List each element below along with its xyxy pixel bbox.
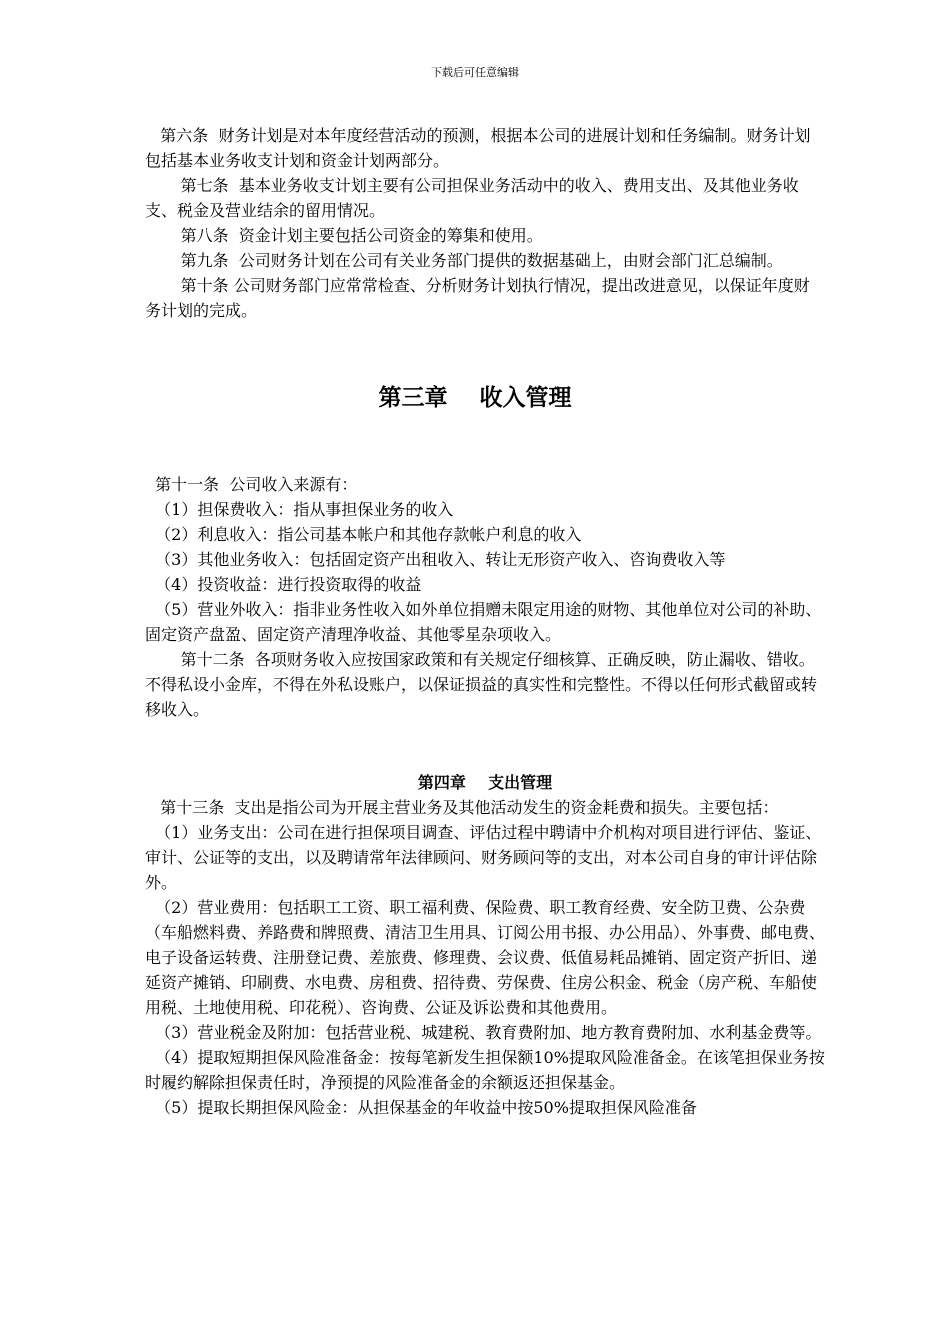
paragraph-article-6: 第六条 财务计划是对本年度经营活动的预测，根据本公司的进展计划和任务编制。财务计划包括基本业务收支计划和资金计划两部分。: [145, 126, 811, 170]
section-expense-management: [145, 770, 825, 1120]
chapter-4-title: 第四章 支出管理: [417, 773, 553, 792]
section-finance-plan: [145, 123, 825, 323]
chapter-3-title: 第三章 收入管理: [378, 384, 572, 411]
list-item: （4）提取短期担保风险准备金：按每笔新发生担保额10%提取风险准备金。在该笔担保业务按时履约解除担保责任时，净预提的风险准备金的余额返还担保基金。: [145, 1048, 825, 1092]
list-item: （4）投资收益：进行投资取得的收益: [145, 575, 422, 594]
paragraph-article-8: 第八条 资金计划主要包括公司资金的筹集和使用。: [145, 226, 543, 245]
list-item: （1）担保费收入：指从事担保业务的收入: [145, 500, 454, 519]
paragraph-article-7: 第七条 基本业务收支计划主要有公司担保业务活动中的收入、费用支出、及其他业务收支、税金及营业结余的留用情况。: [145, 176, 799, 220]
page-header: 下载后可任意编辑: [431, 66, 519, 79]
paragraph-article-9: 第九条 公司财务计划在公司有关业务部门提供的数据基础上，由财会部门汇总编制。: [145, 251, 783, 270]
list-item: （1）业务支出：公司在进行担保项目调查、评估过程中聘请中介机构对项目进行评估、鉴证、审计、公证等的支出，以及聘请常年法律顾问、财务顾问等的支出，对本公司自身的审计评估除外。: [145, 823, 822, 892]
paragraph-article-12: 第十二条 各项财务收入应按国家政策和有关规定仔细核算、正确反映，防止漏收、错收。不得私设小金库，不得在外私设账户，以保证损益的真实性和完整性。不得以任何形式截留或转移收入。: [145, 650, 818, 719]
list-item: （2）利息收入：指公司基本帐户和其他存款帐户利息的收入: [145, 525, 582, 544]
list-item: （3）营业税金及附加：包括营业税、城建税、教育费附加、地方教育费附加、水利基金费等。: [145, 1023, 822, 1042]
list-item: （5）营业外收入：指非业务性收入如外单位捐赠未限定用途的财物、其他单位对公司的补助、固定资产盘盈、固定资产清理净收益、其他零星杂项收入。: [145, 600, 822, 644]
paragraph-article-13: 第十三条 支出是指公司为开展主营业务及其他活动发生的资金耗费和损失。主要包括：: [145, 798, 779, 817]
section-income-management: [145, 472, 825, 722]
list-item: （5）提取长期担保风险金：从担保基金的年收益中按50%提取担保风险准备: [145, 1098, 697, 1117]
list-item: （2）营业费用：包括职工工资、职工福利费、保险费、职工教育经费、安全防卫费、公杂费（车船燃料费、养路费和牌照费、清洁卫生用具、订阅公用书报、办公用品）、外事费、邮电费、电子设备运转费、注册登记费、差旅费、修理费、会议费、低值易耗品摊销、固定资产折旧、递延资产摊销、印刷费、水电费、房租费、招待费、劳保费、住房公积金、税金（房产税、车船使用税、土地使用税、印花税）、咨询费、公证及诉讼费和其他费用。: [145, 898, 826, 1017]
paragraph-article-11: 第十一条 公司收入来源有：: [145, 475, 358, 494]
paragraph-article-10: 第十条 公司财务部门应常常检查、分析财务计划执行情况，提出改进意见，以保证年度财务计划的完成。: [145, 276, 810, 320]
list-item: （3）其他业务收入：包括固定资产出租收入、转让无形资产收入、咨询费收入等: [145, 550, 726, 569]
